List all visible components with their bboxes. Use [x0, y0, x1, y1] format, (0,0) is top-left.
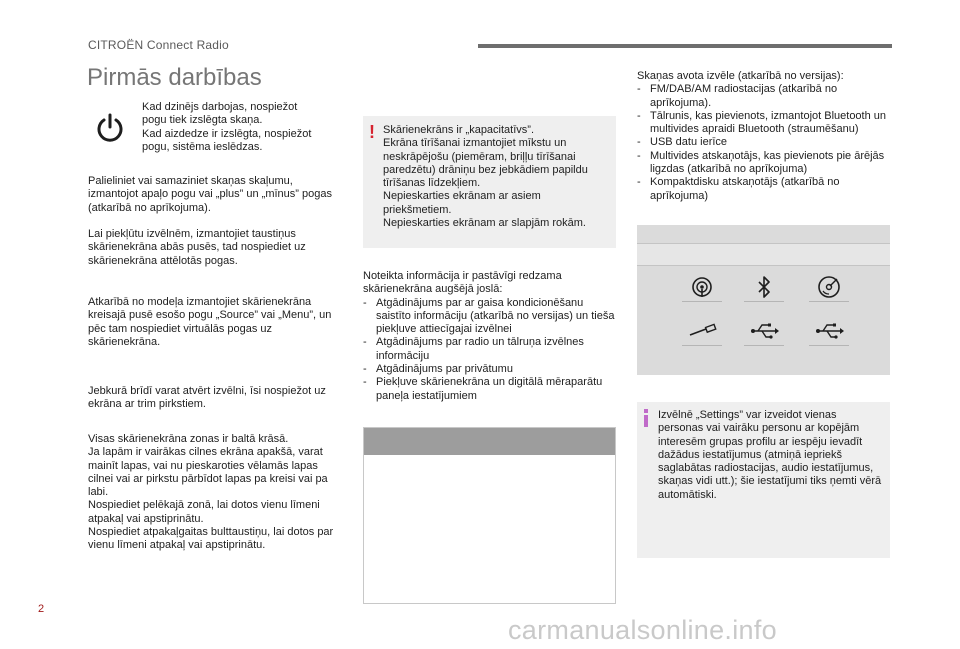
list-item: - Tālrunis, kas pievienots, izmantojot Bluetooth un multivides apraidi Bluetooth (straumēšanu)	[637, 110, 892, 137]
source-menu-paragraph: Atkarībā no modeļa izmantojiet skārienekrāna kreisajā pusē esošo pogu „Source” vai „Menu”, un pēc tam nospiediet virtuālās pogas uz skārienekrāna.	[88, 296, 332, 348]
audio-source-intro: Skaņas avota izvēle (atkarībā no versijas):	[637, 70, 844, 82]
list-item: - Kompaktdisku atskaņotājs (atkarībā no aprīkojuma)	[637, 176, 892, 203]
top-bar-intro: Noteikta informācija ir pastāvīgi redzama skārienekrāna augšējā joslā:	[363, 270, 562, 296]
list-item: - Atgādinājums par ar gaisa kondicionēšanu saistīto informāciju (atkarībā no versijas) un tieša piekļuve attiecīgajai izvēlnei	[363, 297, 618, 337]
top-bar-info	[363, 270, 618, 403]
icon-underline	[682, 345, 722, 346]
list-item: - FM/DAB/AM radiostacijas (atkarībā no aprīkojuma).	[637, 83, 892, 110]
icon-underline	[809, 301, 849, 302]
watermark: carmanualsonline.info	[508, 615, 777, 645]
power-icon	[94, 112, 126, 144]
list-item: - Multivides atskaņotājs, kas pievienots pie ārējās ligzdas (atkarībā no aprīkojuma)	[637, 150, 892, 177]
menus-paragraph: Lai piekļūtu izvēlnēm, izmantojiet taustiņus skārienekrāna abās pusēs, tad nospiediet uz skārienekrāna attēlotās pogas.	[88, 228, 306, 267]
warning-box	[363, 116, 616, 248]
icon-underline	[744, 301, 784, 302]
icon-underline	[809, 345, 849, 346]
list-item: - Atgādinājums par privātumu	[363, 363, 618, 376]
warning-icon: !	[369, 122, 375, 142]
list-item: - Atgādinājums par radio un tālruņa izvēlnes informāciju	[363, 336, 618, 363]
volume-paragraph: Palieliniet vai samaziniet skaņas skaļumu, izmantojot apaļo pogu vai „plus” un „mīnus” pogas (atkarībā no aprīkojuma).	[88, 175, 332, 214]
list-item: - USB datu ierīce	[637, 136, 892, 149]
info-box	[637, 402, 890, 558]
illustration-strip	[637, 243, 890, 266]
header-divider-bar	[478, 44, 892, 48]
touchscreen-zones-paragraph: Visas skārienekrāna zonas ir baltā krāsā. Ja lapām ir vairākas cilnes ekrāna apakšā, varat mainīt lapas, vai nu pieskaroties vēlamās lapas cilnei vai ar pirkstu pārbīdot lapas pa kreisi vai pa labi. Nospiediet pelēkajā zonā, lai dotos vienu līmeni atpakaļ vai apstiprinātu. Nospiediet atpakaļgaitas bulttaustiņu, lai dotos par vienu līmeni atpakaļ vai apstiprinātu.	[88, 433, 334, 552]
icon-underline	[744, 345, 784, 346]
audio-source-list	[637, 83, 892, 203]
page-number: 2	[38, 603, 45, 615]
list-item: - Piekļuve skārienekrāna un digitālā mēraparātu paneļa iestatījumiem	[363, 376, 618, 403]
top-bar-list	[363, 297, 618, 403]
info-text: Izvēlnē „Settings” var izveidot vienas personas vai vairāku personu ar kopējām interesēm grupas profilu ar iespēju ievadīt dažādus iestatījumus (atmiņā iepriekš saglabātas radiostacijas, audio iestatījumus, skaņas vidi utt.); šie iestatījumi tiks ņemti vērā automātiski.	[658, 409, 882, 501]
audio-source-info	[637, 70, 892, 203]
illustration-top-bar	[364, 428, 615, 455]
power-button-text: Kad dzinējs darbojas, nospiežot pogu tiek izslēgta skaņa. Kad aizdedze ir izslēgta, nospiežot pogu, sistēma ieslēdzas.	[142, 101, 312, 153]
brand-header: CITROËN Connect Radio	[88, 38, 229, 52]
source-selection-illustration	[637, 225, 890, 375]
page-title: Pirmās darbības	[87, 64, 262, 91]
touchscreen-illustration	[363, 427, 616, 604]
info-icon	[644, 409, 648, 427]
warning-text: Skārienekrāns ir „kapacitatīvs”. Ekrāna tīrīšanai izmantojiet mīkstu un neskrāpējošu (piemēram, briļļu tīrīšanai paredzētu) drāniņu bez jebkādiem papildu tīrīšanas līdzekļiem. Nepieskarties ekrānam ar asiem priekšmetiem. Nepieskarties ekrānam ar slapjām rokām.	[383, 124, 588, 230]
three-finger-paragraph: Jebkurā brīdī varat atvērt izvēlni, īsi nospiežot uz ekrāna ar trim pirkstiem.	[88, 385, 326, 411]
icon-underline	[682, 301, 722, 302]
